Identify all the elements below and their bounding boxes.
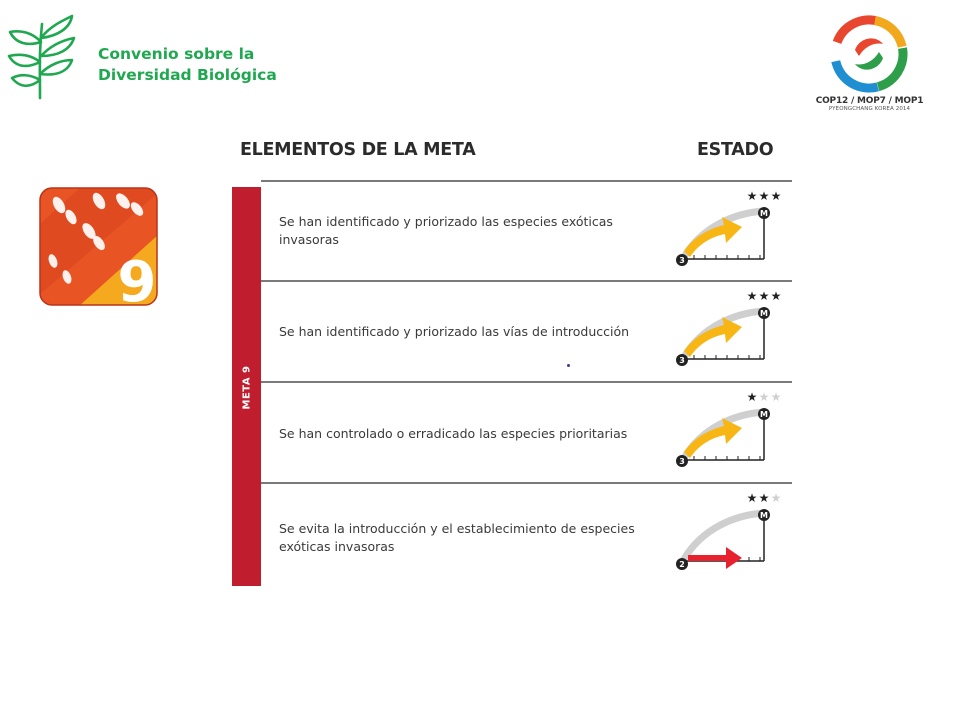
star-filled-icon: ★ [746,390,758,404]
row-text-line: invasoras [279,232,339,247]
cbd-name-line2: Diversidad Biológica [98,66,277,84]
progress-arrow-icon [684,217,742,257]
progress-arrow-icon [688,547,742,569]
cbd-leaf-logo [6,12,80,100]
star-empty-icon: ★ [770,390,782,404]
star-empty-icon: ★ [758,390,770,404]
table-rule [261,381,792,383]
row-text-line: Se han identificado y priorizado las vías de introducción [279,324,630,339]
elements-header: ELEMENTOS DE LA META [240,140,476,160]
row-text-line: exóticas invasoras [279,539,395,554]
table-rule-top [261,180,792,182]
goal-marker-label: M [760,309,768,318]
table-rule [261,280,792,282]
row-element-text [279,213,659,249]
star-empty-icon: ★ [770,491,782,505]
row-element-text [279,323,659,341]
status-header: ESTADO [697,140,774,160]
row-text-line: Se evita la introducción y el establecimiento de especies [279,521,635,536]
star-filled-icon: ★ [770,289,782,303]
target-number: 9 [117,250,157,306]
start-level-label: 3 [679,457,685,466]
goal-marker-label: M [760,511,768,520]
row-text-line: Se han identificado y priorizado las especies exóticas [279,214,613,229]
start-level-label: 2 [679,560,685,569]
target-side-label-text: META 9 [241,364,253,410]
start-level-label: 3 [679,256,685,265]
star-filled-icon: ★ [746,289,758,303]
target-side-label [232,365,261,409]
cbd-name [98,44,277,86]
progress-arrow-icon [684,317,742,357]
star-filled-icon: ★ [758,491,770,505]
cbd-name-line1: Convenio sobre la [98,45,255,63]
progress-track [684,513,764,559]
row-element-text [279,520,659,556]
progress-arrow-icon [684,418,742,458]
star-filled-icon: ★ [746,491,758,505]
cop12-emblem-icon [829,14,909,94]
stray-dot [567,364,570,367]
event-name: COP12 / MOP7 / MOP1 [815,96,924,106]
row-element-text [279,425,659,443]
star-filled-icon: ★ [758,289,770,303]
status-gauge [672,187,784,275]
table-rule [261,482,792,484]
star-filled-icon: ★ [746,189,758,203]
start-level-label: 3 [679,356,685,365]
row-text-line: Se han controlado o erradicado las especies prioritarias [279,426,628,441]
event-location: PYEONGCHANG KOREA 2014 [828,106,911,112]
goal-marker-label: M [760,209,768,218]
star-filled-icon: ★ [770,189,782,203]
status-gauge [672,489,784,577]
star-filled-icon: ★ [758,189,770,203]
goal-marker-label: M [760,410,768,419]
status-gauge [672,287,784,375]
status-gauge [672,388,784,476]
aichi-target-9-icon [39,187,158,306]
